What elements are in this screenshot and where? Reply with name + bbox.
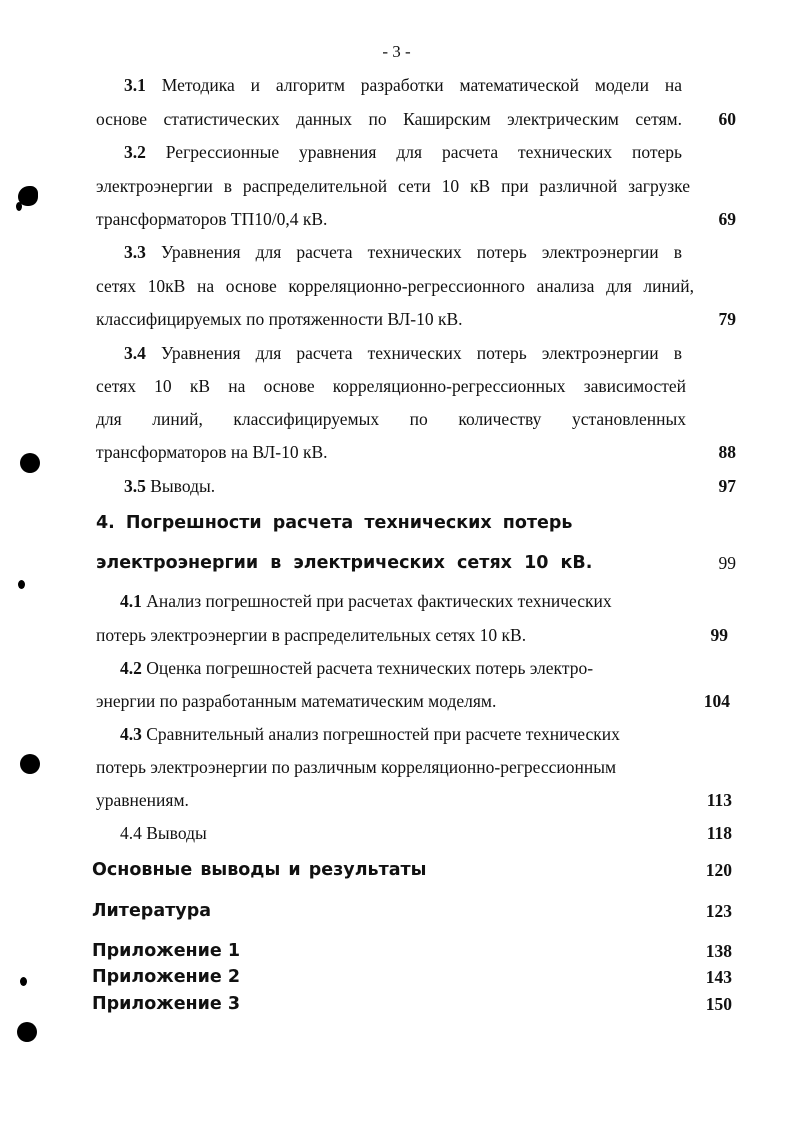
punch-hole-mark — [20, 977, 27, 986]
toc-page-appendix-1: 138 — [705, 941, 732, 961]
toc-conclusions: Основные выводы и результаты — [92, 860, 427, 880]
toc-entry-3-2-line-3: трансформаторов ТП10/0,4 кВ. — [96, 209, 328, 229]
toc-literature: Литература — [92, 901, 212, 921]
toc-appendix-3: Приложение 3 — [92, 994, 241, 1014]
punch-hole-mark — [20, 453, 40, 473]
toc-entry-4-1-line-2: потерь электроэнергии в распределительных сетях 10 кВ. — [96, 625, 527, 645]
toc-page-3-5: 97 — [718, 476, 736, 496]
toc-chapter-4-line-1: 4. Погрешности расчета технических потерь — [96, 513, 573, 533]
toc-entry-4-2-line-2: энергии по разработанным математическим моделям. — [96, 691, 497, 711]
toc-page-conclusions: 120 — [705, 860, 732, 880]
toc-page-3-3: 79 — [718, 309, 736, 329]
toc-page-3-4: 88 — [718, 442, 736, 462]
toc-entry-3-2-line-2: электроэнергии в распределительной сети 10 кВ при различной загрузке — [96, 176, 690, 196]
toc-page-4-4: 118 — [706, 823, 732, 843]
toc-page-3-2: 69 — [718, 209, 736, 229]
toc-entry-3-4-line-3: для линий, классифицируемых по количеству установленных — [96, 409, 686, 429]
toc-entry-3-1-line-1: 3.1 Методика и алгоритм разработки математической модели на — [124, 75, 682, 95]
toc-chapter-4-line-2: электроэнергии в электрических сетях 10 кВ. — [96, 553, 593, 573]
toc-entry-3-3-line-2: сетях 10кВ на основе корреляционно-регрессионного анализа для линий, — [96, 276, 694, 296]
toc-entry-3-3-line-1: 3.3 Уравнения для расчета технических потерь электроэнергии в — [124, 242, 683, 262]
toc-entry-4-3-line-3: уравнениям. — [96, 790, 189, 810]
toc-page-appendix-2: 143 — [705, 967, 732, 987]
toc-entry-4-4: 4.4 Выводы — [120, 823, 207, 843]
toc-entry-3-2-line-1: 3.2 Регрессионные уравнения для расчета технических потерь — [124, 142, 683, 162]
toc-entry-3-1-line-2: основе статистических данных по Каширским электрическим сетям. — [96, 109, 682, 129]
toc-entry-3-4-line-4: трансформаторов на ВЛ-10 кВ. — [96, 442, 328, 462]
punch-hole-mark — [17, 1022, 37, 1042]
toc-appendix-2: Приложение 2 — [92, 967, 241, 987]
toc-entry-4-2-line-1: 4.2 Оценка погрешностей расчета технических потерь электро- — [120, 658, 594, 678]
toc-entry-3-4-line-2: сетях 10 кВ на основе корреляционно-регрессионных зависимостей — [96, 376, 686, 396]
toc-page-3-1: 60 — [718, 109, 736, 129]
toc-page-appendix-3: 150 — [705, 994, 732, 1014]
toc-entry-4-3-line-2: потерь электроэнергии по различным корреляционно-регрессионным — [96, 757, 617, 777]
toc-appendix-1: Приложение 1 — [92, 941, 241, 961]
page-number: - 3 - — [382, 42, 411, 61]
toc-page-4-3: 113 — [706, 790, 732, 810]
toc-page-4-2: 104 — [703, 691, 730, 711]
toc-page-chapter-4: 99 — [718, 553, 736, 573]
toc-entry-3-5: 3.5 Выводы. — [124, 476, 216, 496]
toc-entry-4-3-line-1: 4.3 Сравнительный анализ погрешностей при расчете технических — [120, 724, 620, 744]
punch-hole-mark — [18, 580, 25, 589]
punch-hole-mark-tail — [16, 202, 22, 211]
toc-entry-3-4-line-1: 3.4 Уравнения для расчета технических потерь электроэнергии в — [124, 343, 683, 363]
toc-page-4-1: 99 — [710, 625, 728, 645]
toc-entry-3-3-line-3: классифицируемых по протяженности ВЛ-10 кВ. — [96, 309, 463, 329]
toc-page-literature: 123 — [705, 901, 732, 921]
toc-entry-4-1-line-1: 4.1 Анализ погрешностей при расчетах фактических технических — [120, 591, 612, 611]
punch-hole-mark — [20, 754, 40, 774]
